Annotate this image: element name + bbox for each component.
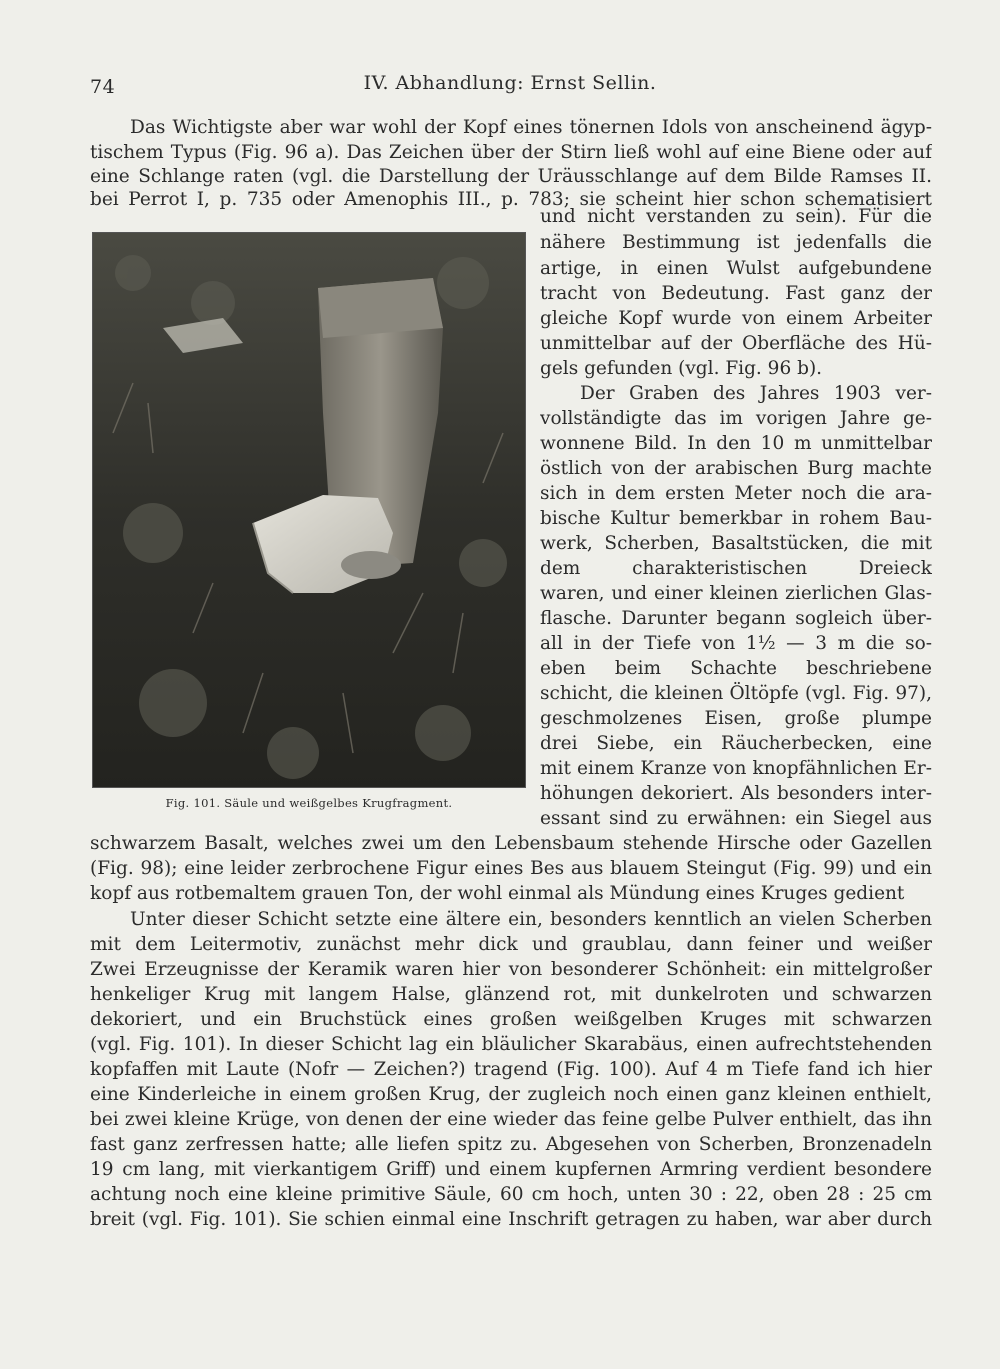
figure-photo <box>92 232 526 788</box>
body-line: schwarzem Basalt, welches zwei um den Lebensbaum stehende Hirsche oder Gazellen <box>90 833 932 854</box>
body-line: schicht, die kleinen Öltöpfe (vgl. Fig. 97), <box>540 683 932 704</box>
body-line: fast ganz zerfressen hatte; alle liefen spitz zu. Abgesehen von Scherben, Bronzenadeln <box>90 1134 932 1155</box>
body-line: waren, und einer kleinen zierlichen Glas- <box>540 583 932 604</box>
body-line: höhungen dekoriert. Als besonders inter- <box>540 783 932 804</box>
body-line: breit (vgl. Fig. 101). Sie schien einmal eine Inschrift getragen zu haben, war aber durch <box>90 1209 932 1230</box>
body-line: östlich von der arabischen Burg machte <box>540 458 932 479</box>
body-line: achtung noch eine kleine primitive Säule, 60 cm hoch, unten 30 : 22, oben 28 : 25 cm <box>90 1184 932 1205</box>
body-line: tischem Typus (Fig. 96 a). Das Zeichen über der Stirn ließ wohl auf eine Biene oder auf <box>90 142 932 163</box>
body-line: all in der Tiefe von 1½ — 3 m die so- <box>540 633 932 654</box>
figure-caption: Fig. 101. Säule und weißgelbes Krugfragment. <box>165 796 453 810</box>
body-line: eben beim Schachte beschriebene <box>540 658 932 679</box>
body-line: mit einem Kranze von knopfähnlichen Er- <box>540 758 932 779</box>
body-line: Zwei Erzeugnisse der Keramik waren hier von besonderer Schönheit: ein mittelgroßer <box>90 959 932 980</box>
body-line: vollständigte das im vorigen Jahre ge- <box>540 408 932 429</box>
body-line: tracht von Bedeutung. Fast ganz der <box>540 283 932 304</box>
body-line: Der Graben des Jahres 1903 ver- <box>580 383 932 404</box>
body-line: (Fig. 98); eine leider zerbrochene Figur eines Bes aus blauem Steingut (Fig. 99) und ein <box>90 858 932 879</box>
body-line: dem charakteristischen Dreieck <box>540 558 932 579</box>
body-line: essant sind zu erwähnen: ein Siegel aus <box>540 808 932 829</box>
body-line: unmittelbar auf der Oberfläche des Hü- <box>540 333 932 354</box>
body-line: (vgl. Fig. 101). In dieser Schicht lag ein bläulicher Skarabäus, einen aufrechtstehenden <box>90 1034 932 1055</box>
body-line: bei Perrot I, p. 735 oder Amenophis III., p. 783; sie scheint hier schon schematisiert <box>90 189 932 210</box>
body-line: bische Kultur bemerkbar in rohem Bau- <box>540 508 932 529</box>
body-line: 19 cm lang, mit vierkantigem Griff) und einem kupfernen Armring verdient besondere <box>90 1159 932 1180</box>
body-line: und nicht verstanden zu sein). Für die <box>540 206 932 227</box>
running-head: IV. Abhandlung: Ernst Sellin. <box>363 72 657 94</box>
body-line: gels gefunden (vgl. Fig. 96 b). <box>540 358 823 379</box>
body-line: henkeliger Krug mit langem Halse, glänzend rot, mit dunkelroten und schwarzen <box>90 984 932 1005</box>
body-line: wonnene Bild. In den 10 m unmittelbar <box>540 433 932 454</box>
body-line: gleiche Kopf wurde von einem Arbeiter <box>540 308 932 329</box>
body-line: Das Wichtigste aber war wohl der Kopf eines tönernen Idols von anscheinend ägyp- <box>130 117 932 138</box>
body-line: bei zwei kleine Krüge, von denen der eine wieder das feine gelbe Pulver enthielt, das ihn <box>90 1109 932 1130</box>
body-line: eine Schlange raten (vgl. die Darstellung der Uräusschlange auf dem Bilde Ramses II. <box>90 166 932 187</box>
body-line: werk, Scherben, Basaltstücken, die mit <box>540 533 932 554</box>
body-line: dekoriert, und ein Bruchstück eines großen weißgelben Kruges mit schwarzen <box>90 1009 932 1030</box>
body-line: sich in dem ersten Meter noch die ara- <box>540 483 932 504</box>
page-header <box>90 72 930 102</box>
body-line: kopfaffen mit Laute (Nofr — Zeichen?) tragend (Fig. 100). Auf 4 m Tiefe fand ich hier <box>90 1059 932 1080</box>
body-line: flasche. Darunter begann sogleich über- <box>540 608 932 629</box>
body-line: eine Kinderleiche in einem großen Krug, der zugleich noch einen ganz kleinen enthielt, <box>90 1084 932 1105</box>
body-line: artige, in einen Wulst aufgebundene <box>540 258 932 279</box>
body-line: geschmolzenes Eisen, große plumpe <box>540 708 932 729</box>
body-line: nähere Bestimmung ist jedenfalls die <box>540 232 932 253</box>
body-line: mit dem Leitermotiv, zunächst mehr dick und graublau, dann feiner und weißer <box>90 934 932 955</box>
body-line: Unter dieser Schicht setzte eine ältere ein, besonders kenntlich an vielen Scherben <box>130 909 932 930</box>
column-photo-illustration <box>93 233 526 788</box>
page-number: 74 <box>90 76 116 98</box>
body-line: drei Siebe, ein Räucherbecken, eine <box>540 733 932 754</box>
body-line: kopf aus rotbemaltem grauen Ton, der wohl einmal als Mündung eines Kruges gedient <box>90 883 905 904</box>
